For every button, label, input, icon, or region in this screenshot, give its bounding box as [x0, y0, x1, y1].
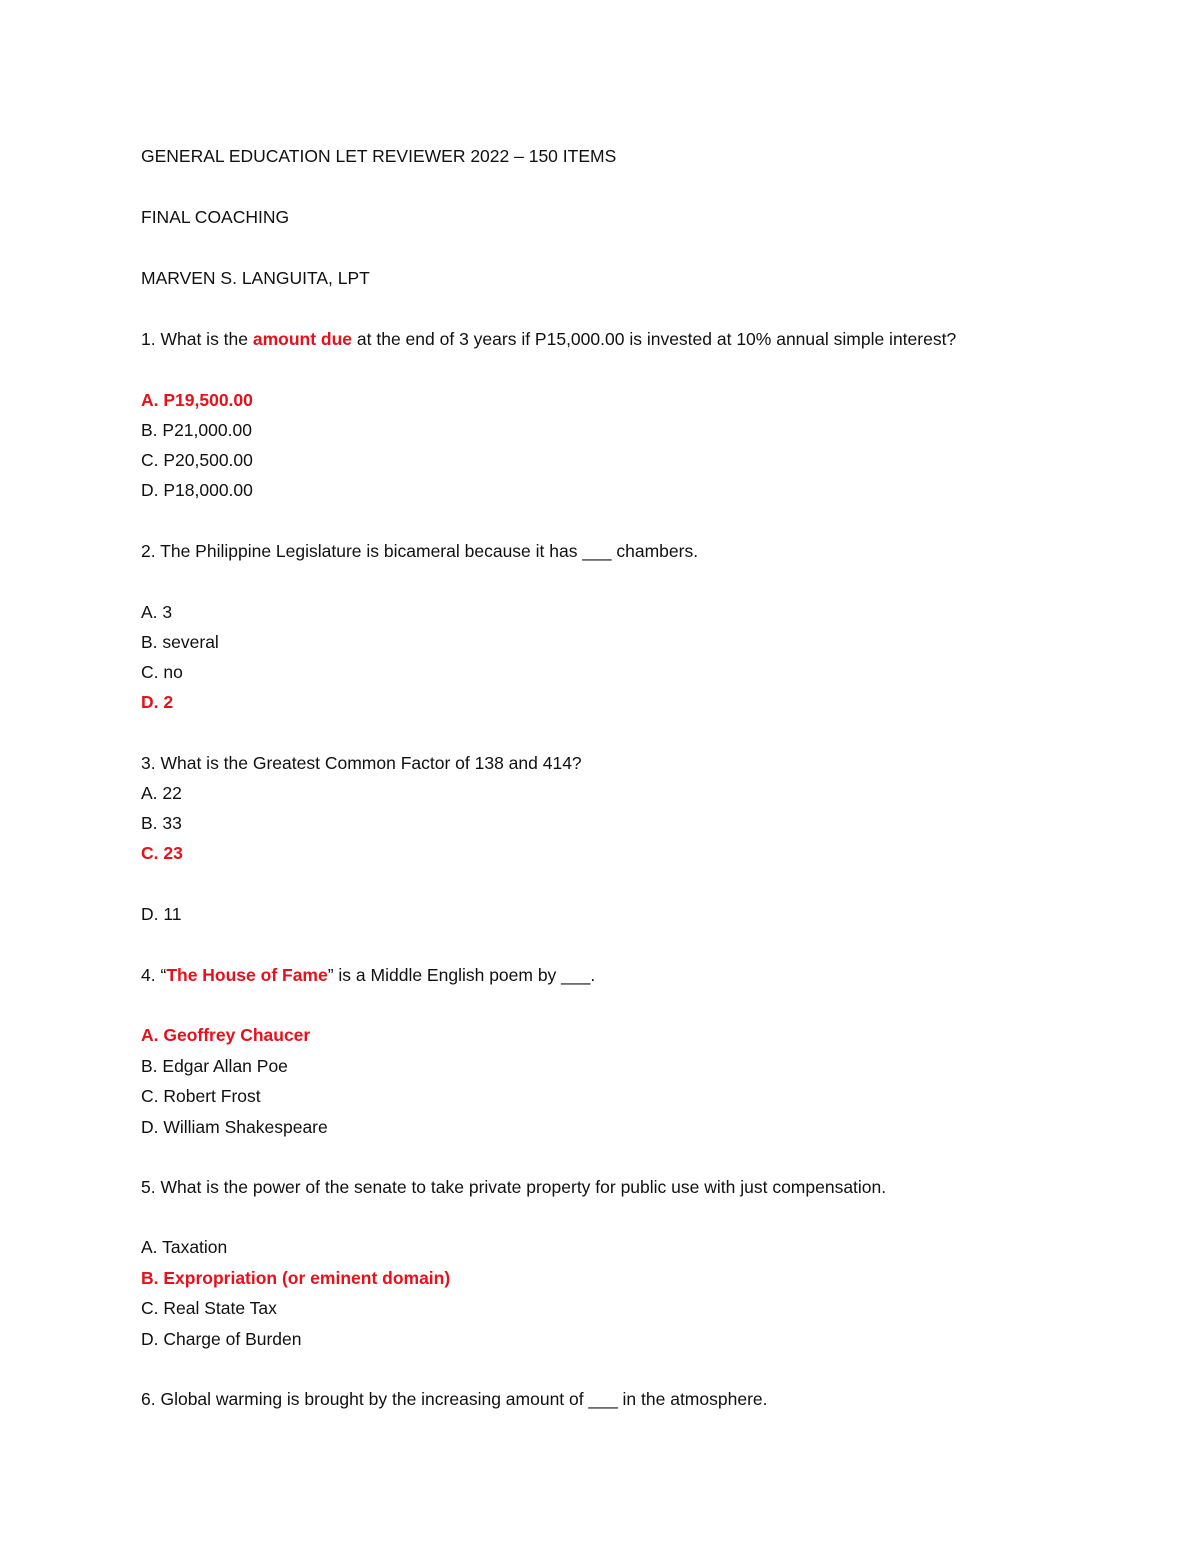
question-text: “	[155, 965, 167, 985]
question-text: Global warming is brought by the increasing amount of ___ in the atmosphere.	[155, 1389, 768, 1409]
document-title: GENERAL EDUCATION LET REVIEWER 2022 – 150 ITEMS	[141, 146, 617, 166]
option-correct: C. 23	[141, 843, 183, 863]
option-correct: B. Expropriation (or eminent domain)	[141, 1268, 451, 1288]
question-text: at the end of 3 years if P15,000.00 is invested at 10% annual simple interest?	[352, 329, 957, 349]
option: C. Real State Tax	[141, 1298, 277, 1318]
option: B. 33	[141, 813, 182, 833]
question-text: What is the power of the senate to take private property for public use with just compensation.	[155, 1177, 887, 1197]
question-5	[141, 1176, 886, 1198]
question-6	[141, 1388, 768, 1410]
question-text: What is the Greatest Common Factor of 138 and 414?	[155, 753, 582, 773]
question-number: 5.	[141, 1177, 156, 1197]
option-correct: A. P19,500.00	[141, 390, 253, 410]
option-correct: A. Geoffrey Chaucer	[141, 1025, 311, 1045]
document-subtitle: FINAL COACHING	[141, 207, 290, 227]
question-number: 4.	[141, 965, 156, 985]
question-highlight: The House of Fame	[166, 965, 328, 985]
option: A. 22	[141, 783, 182, 803]
question-text: The Philippine Legislature is bicameral because it has ___ chambers.	[155, 541, 699, 561]
option: B. P21,000.00	[141, 420, 252, 440]
question-4	[141, 964, 595, 986]
option: D. P18,000.00	[141, 480, 253, 500]
question-3	[141, 752, 582, 774]
option: D. 11	[141, 904, 182, 924]
option: B. Edgar Allan Poe	[141, 1056, 288, 1076]
question-1	[141, 328, 956, 350]
option: B. several	[141, 632, 219, 652]
option: C. Robert Frost	[141, 1086, 261, 1106]
question-text: ” is a Middle English poem by ___.	[327, 965, 596, 985]
question-text: What is the	[155, 329, 253, 349]
question-number: 3.	[141, 753, 156, 773]
question-number: 2.	[141, 541, 156, 561]
option-correct: D. 2	[141, 692, 174, 712]
option: D. William Shakespeare	[141, 1117, 328, 1137]
option: D. Charge of Burden	[141, 1329, 302, 1349]
option: C. no	[141, 662, 183, 682]
document-author: MARVEN S. LANGUITA, LPT	[141, 268, 370, 288]
option: A. Taxation	[141, 1237, 228, 1257]
question-highlight: amount due	[252, 329, 353, 349]
question-number: 1.	[141, 329, 156, 349]
question-number: 6.	[141, 1389, 156, 1409]
question-2	[141, 540, 698, 562]
option: C. P20,500.00	[141, 450, 253, 470]
option: A. 3	[141, 602, 173, 622]
